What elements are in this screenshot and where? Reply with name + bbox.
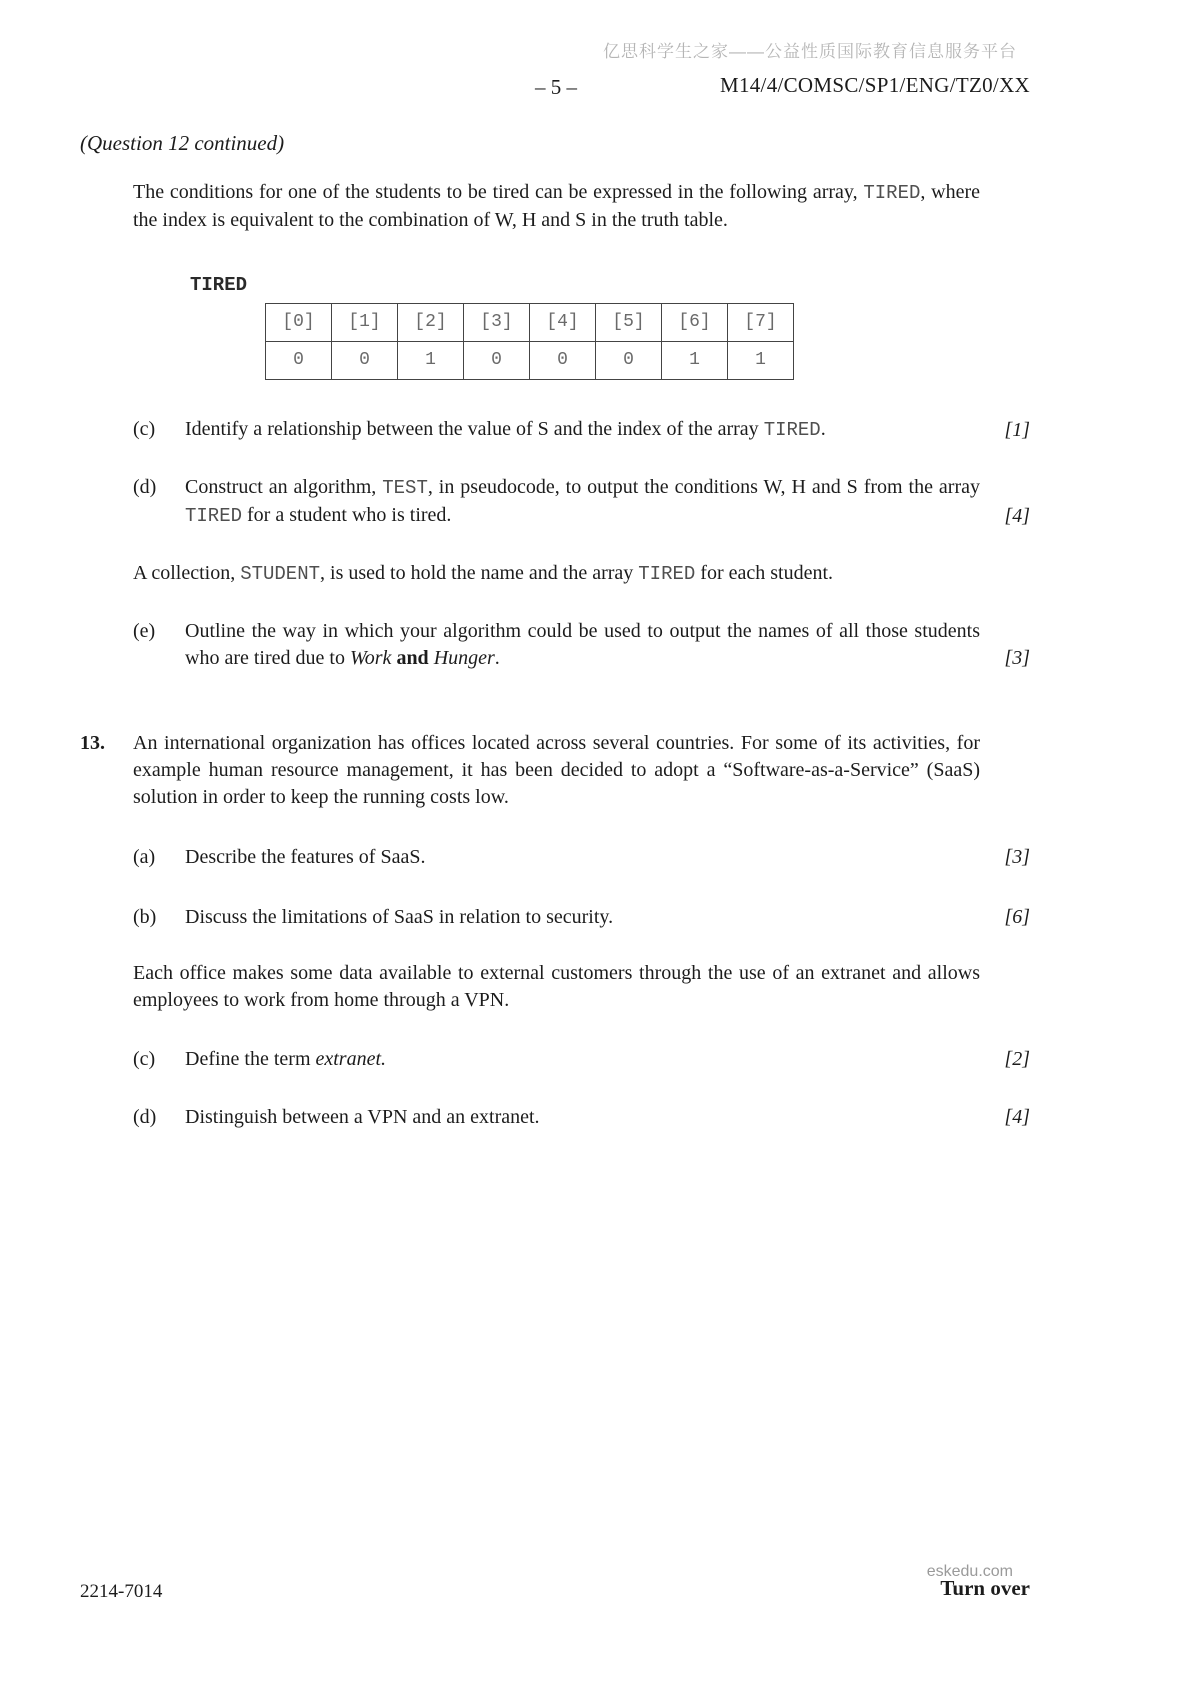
marks-badge: [4]: [1004, 505, 1030, 527]
part-text-segment: Outline the way in which your algorithm could be used to output the names of all those students who are tired due to: [185, 620, 980, 669]
marks-badge: [3]: [1004, 647, 1030, 669]
part-text: [185, 416, 980, 444]
marks-badge: [6]: [1004, 906, 1030, 928]
table-value-cell: 0: [530, 342, 596, 380]
inline-code-tired: TIRED: [638, 563, 696, 585]
part-text-segment: .: [820, 418, 826, 440]
footer-doc-number: 2214-7014: [80, 1581, 163, 1602]
part-text: [185, 474, 980, 530]
part-text-segment: Construct an algorithm,: [185, 476, 383, 498]
table-index-row: [266, 304, 794, 342]
table-value-cell: 1: [398, 342, 464, 380]
table-value-cell: 0: [596, 342, 662, 380]
inline-code-student: STUDENT: [240, 563, 321, 585]
table-header-cell: [4]: [530, 304, 596, 342]
inline-code-test: TEST: [382, 477, 428, 499]
table-value-cell: 0: [332, 342, 398, 380]
bold-and: and: [391, 647, 434, 669]
emphasis-work: Work: [349, 647, 392, 669]
part-label: (b): [133, 906, 157, 928]
question-13-row: [80, 730, 980, 811]
continued-note: (Question 12 continued): [80, 131, 285, 155]
part-text: [185, 618, 980, 672]
inline-code-tired: TIRED: [185, 505, 243, 527]
question-13d-row: [133, 1104, 1030, 1131]
array-label-tired: TIRED: [190, 274, 248, 296]
inline-code-tired: TIRED: [863, 182, 921, 204]
emphasis-hunger: Hunger: [433, 647, 495, 669]
question-12e-row: [133, 618, 1030, 672]
part-text: Describe the features of SaaS.: [185, 846, 426, 868]
table-value-cell: 1: [662, 342, 728, 380]
part-text: Discuss the limitations of SaaS in relation to security.: [185, 906, 614, 928]
part-label: (c): [133, 418, 156, 440]
table-value-cell: 0: [464, 342, 530, 380]
question-number: 13.: [80, 732, 105, 754]
question-12d-row: [133, 474, 1030, 530]
inline-code-tired: TIRED: [763, 419, 821, 441]
question-13b-row: [133, 904, 1030, 931]
note-text: for each student.: [695, 562, 834, 584]
table-header-cell: [0]: [266, 304, 332, 342]
part-text-segment: .: [494, 647, 500, 669]
question-13c-row: [133, 1046, 1030, 1073]
part-label: (d): [133, 476, 157, 498]
emphasis-extranet: extranet.: [315, 1048, 387, 1070]
marks-badge: [2]: [1004, 1048, 1030, 1070]
header-watermark: 亿思科学生之家——公益性质国际教育信息服务平台: [603, 42, 1017, 61]
q12-intro-paragraph: [133, 179, 980, 234]
part-text: [185, 1046, 980, 1073]
paper-code: M14/4/COMSC/SP1/ENG/TZ0/XX: [719, 73, 1030, 97]
table-header-cell: [5]: [596, 304, 662, 342]
marks-badge: [1]: [1004, 419, 1030, 441]
note-text: , is used to hold the name and the array: [320, 562, 639, 584]
intro-text: , where the index is equivalent to the combination of W, H and S in the truth table.: [133, 181, 980, 231]
part-text-segment: , in pseudocode, to output the conditions W, H and S from the array: [427, 476, 980, 498]
extranet-note-paragraph: Each office makes some data available to external customers through the use of an extranet and allows employees to work from home through a VPN.: [133, 962, 980, 1011]
turn-over-label: Turn over: [940, 1576, 1030, 1600]
table-value-cell: 1: [728, 342, 794, 380]
intro-text: The conditions for one of the students to be tired can be expressed in the following array,: [133, 181, 864, 203]
part-text: Distinguish between a VPN and an extranet.: [185, 1106, 540, 1128]
collection-note-paragraph: [133, 560, 980, 588]
table-header-cell: [2]: [398, 304, 464, 342]
note-text: A collection,: [133, 562, 241, 584]
part-text-segment: for a student who is tired.: [242, 504, 452, 526]
question-13a-row: [133, 844, 1030, 871]
table-value-cell: 0: [266, 342, 332, 380]
tired-array-table: [265, 303, 794, 380]
table-header-cell: [1]: [332, 304, 398, 342]
footer-watermark: eskedu.com: [926, 1563, 1013, 1580]
table-value-row: [266, 342, 794, 380]
page-content: [0, 130, 1191, 1131]
part-label: (e): [133, 620, 156, 642]
table-header-cell: [3]: [464, 304, 530, 342]
part-text-segment: Identify a relationship between the value of S and the index of the array: [185, 418, 764, 440]
question-12c-row: [133, 416, 1030, 444]
part-label: (d): [133, 1106, 157, 1128]
question-intro: An international organization has offices located across several countries. For some of its activities, for example human resource management, it has been decided to adopt a “Software-as-a-Service” (SaaS) solution in order to keep the running costs low.: [133, 732, 980, 808]
table-header-cell: [7]: [728, 304, 794, 342]
table-header-cell: [6]: [662, 304, 728, 342]
part-label: (c): [133, 1048, 156, 1070]
marks-badge: [3]: [1004, 846, 1030, 868]
marks-badge: [4]: [1004, 1106, 1030, 1128]
page-number: – 5 –: [535, 75, 577, 99]
part-label: (a): [133, 846, 156, 868]
part-text-segment: Define the term: [185, 1048, 316, 1070]
